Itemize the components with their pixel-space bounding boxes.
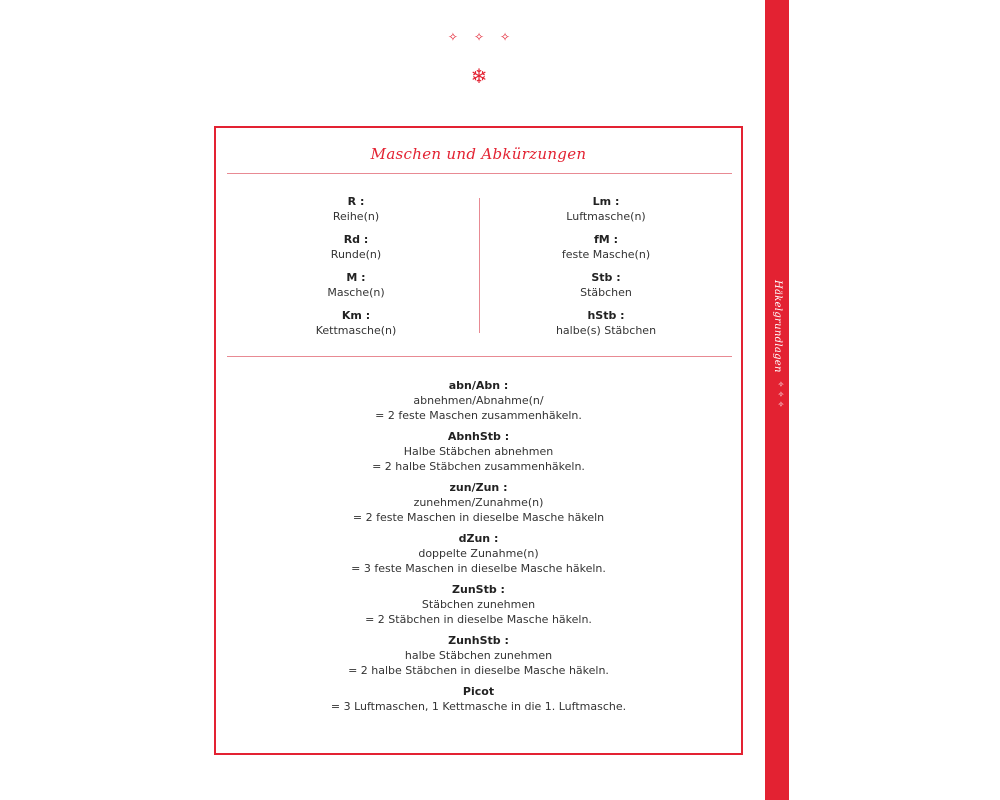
sparkle-icon: ✧ [447,30,458,44]
abbreviation-term: Rd : [343,233,369,246]
divider-top [227,173,732,174]
abbreviation-definition: halbe(s) Stäbchen [555,324,657,337]
abbreviation-term: Stb : [591,271,621,284]
abbreviation-entry [481,271,731,300]
list-item-term: zun/Zun : [449,481,508,494]
abbreviation-entry [231,271,481,300]
sparkle-icon: ✧ [500,30,511,44]
sparkle-icon: ✧ ✧ ✧ [777,380,785,409]
list-item-term: dZun : [458,532,499,545]
abbreviation-definition: Stäbchen [580,286,632,299]
list-item [216,430,741,474]
list-item [216,532,741,576]
abbreviation-term: Lm : [592,195,620,208]
list-item-line: = 2 Stäbchen in dieselbe Masche häkeln. [365,613,592,626]
side-tab-label: Häkelgrundlagen [772,280,783,373]
list-item-line: = 2 halbe Stäbchen in dieselbe Masche häkeln. [348,664,609,677]
abbreviation-entry [481,233,731,262]
abbreviation-entry [231,195,481,224]
sparkle-icon: ✧ [473,30,485,44]
abbreviation-term: hStb : [587,309,625,322]
abbreviation-term: R : [347,195,365,208]
right-column [481,195,731,347]
abbreviation-definition: Runde(n) [330,248,382,261]
abbreviation-definition: Reihe(n) [332,210,380,223]
list-item-line: = 2 feste Maschen in dieselbe Masche häkeln [352,511,605,524]
list-item-line: = 3 feste Maschen in dieselbe Masche häkeln. [351,562,606,575]
list-item-term: abn/Abn : [448,379,509,392]
list-item-term: ZunStb : [452,583,505,596]
list-item [216,583,741,627]
abbreviation-entry [231,309,481,338]
list-item-line: zunehmen/Zunahme(n) [413,496,544,509]
list-item-term: Picot [462,685,495,698]
abbreviation-entry [481,195,731,224]
list-item [216,634,741,678]
abbreviation-term: Km : [341,309,371,322]
abbreviation-entry [481,309,731,338]
abbreviation-definition: Masche(n) [327,286,385,299]
list-item [216,685,741,714]
abbreviation-term: M : [346,271,366,284]
abbreviation-definition: Kettmasche(n) [315,324,397,337]
list-item-line: = 3 Luftmaschen, 1 Kettmasche in die 1. Luftmasche. [330,700,627,713]
list-item-term: AbnhStb : [447,430,510,443]
list-item-line: doppelte Zunahme(n) [418,547,539,560]
list-item-line: halbe Stäbchen zunehmen [404,649,553,662]
divider-middle [227,356,732,357]
list-item [216,481,741,525]
box-title: Maschen und Abkürzungen [370,145,587,163]
left-column [231,195,481,347]
abbreviation-entry [231,233,481,262]
list-item-line: abnehmen/Abnahme(n/ [413,394,544,407]
abbreviations-box [214,126,743,755]
list-item [216,379,741,423]
abbreviation-term: fM : [594,233,618,246]
column-divider [479,198,480,333]
list-item-line: = 2 feste Maschen zusammenhäkeln. [375,409,582,422]
list-item-line: Stäbchen zunehmen [421,598,536,611]
list-item-line: = 2 halbe Stäbchen zusammenhäkeln. [372,460,585,473]
top-ornament [0,30,958,44]
list-item-line: Halbe Stäbchen abnehmen [403,445,554,458]
abbreviation-definition: Luftmasche(n) [566,210,646,223]
snowflake-icon: ❄ [470,64,488,88]
list-item-term: ZunhStb : [448,634,509,647]
abbreviation-definition: feste Masche(n) [561,248,651,261]
abbreviation-list [216,379,741,721]
